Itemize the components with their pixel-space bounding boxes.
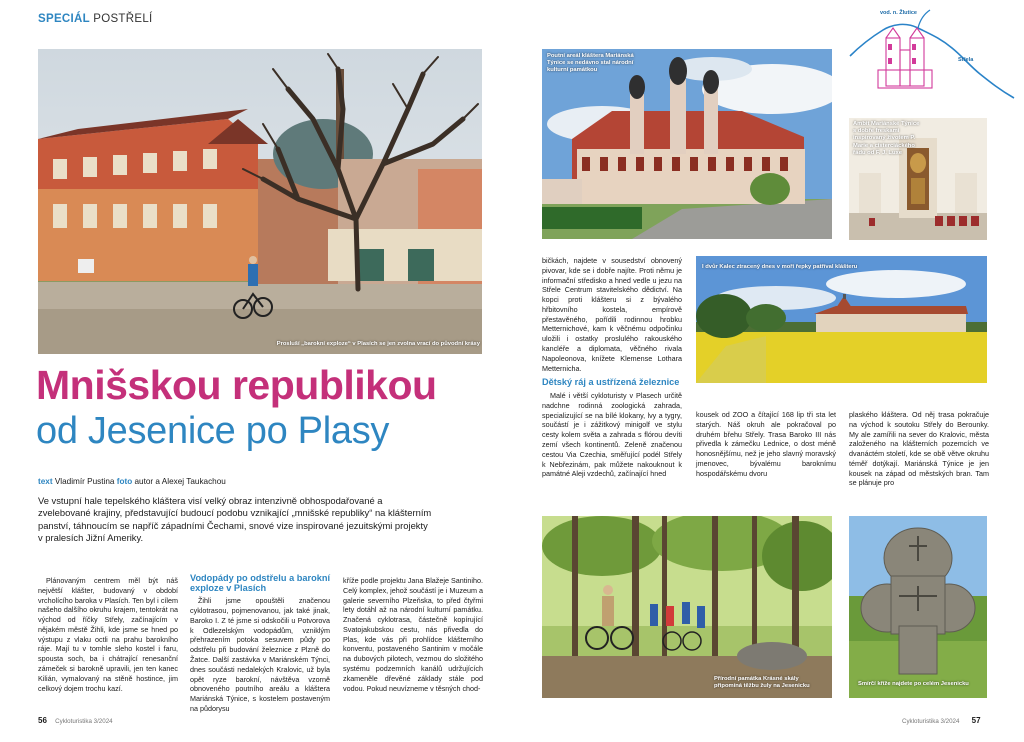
byline-text-label: text [38,477,53,486]
paragraph: Žihli jsme opouštěli značenou cyklotrasou, pojmenovanou, jak také jinak, Baroko I. Z té jsme si odskočili u Potvorova k Odlezelským vodopádům, vzniklým přehrazením potoka sesuvem půdy po odstřelu při budování železnice z Plzně do Žatce. Další zastávka v Mariánském Týnci, dnes součásti nedalekých Kralovic, už byla opět ryze barokní, návštěva vzorně obnoveného poutního areálu a kláštera Mariánská Týnice, s kostelem postaveným na půdorysu [190,596,330,713]
paragraph: kříže podle projektu Jana Blažeje Santiniho. Celý komplex, jehož součástí je i Muzeum a galerie severního Plzeňska, to před čtyřmi lety dotáhl až na národní kulturní památku. Značená cyklotrasa, částečně kopírující Svatojakubskou cestu, nás přivedla do Plas, kde vás při prohlídce klášterního konventu, postaveného Santinim v močále na dubových pilotech, vezmou do složitého systému podzemních kanálů udržujících zkameněle dřevěné základy stále pod vodou. Pokud neuvízneme v těsných chod- [343,576,483,693]
caption-forest: Přírodní památka Krásné skály připomíná těžbu žuly na Jesenicku [714,676,810,690]
body-column-2 [190,572,330,714]
paragraph: Malé i větší cykloturisty v Plasech určitě nadchne rodinná zoologická zahrada, specializující se na bílé klokany, lvy a tygry, součástí je i zážitkový minigolf ve stylu cesty kolem světa a zahrada s flórou devíti zemí všech kontinentů. Zeleně značenou cestou Via Czechia, směřující podél Střely k Nebřezinám, pak můžete nakouknout k památné Aleji vzdechů, začínající hned [542,391,682,479]
page-number-left: 56 [38,716,47,725]
map-label-right: Střela [958,57,974,63]
byline [38,477,226,486]
body-column-6 [849,410,989,488]
paragraph: kousek od ZOO a čítající 168 lip tři sta let starých. Náš okruh ale pokračoval po druhém břehu Střely. Trasa Baroko III nás přivedla k zámečku Lednice, o dost méně honosnějšímu, než je jeho slavný moravský jmenovec, bývalému baroknímu hospodářskému dvoru [696,410,836,478]
photo-forest [542,516,832,698]
photo-kalec [696,256,987,383]
caption-cross: Smírčí kříže najdete po celém Jesenicku [858,681,969,687]
byline-photographers: autor a Alexej Taukachou [134,477,226,486]
subheading: Dětský ráj a ustřízená železnice [542,377,680,388]
body-column-3 [343,576,483,693]
paragraph: bičkách, najdete v sousedství obnovený pivovar, kde se i dobře najíte. Proti němu je informační středisko a hned vedle u jezu na Střele Centrum stavitelského dědictví. Na kopci proti klášteru si z bývalého hřbitovního kostela, empírově přestavěného, pořídili rodinnou hrobku Metternichové, kam k věčnému odpočinku uložili i ostatky proslulého rakouského kancléře a diplomata, věčného rivala Napoleonova, knížete Klemense Lothara Metternicha. [542,256,682,373]
caption-kalec: I dvůr Kalec ztracený dnes v moři řepky patříval klášteru [702,264,858,270]
map-label-top: vod. n. Žlutice [880,10,917,16]
caption-tynice-interior: Ambit Mariánské Týnice s dobře freskami inspirovaný životem P. Marie a cisterciáckého řádu od F. J. Luxe [853,121,920,156]
photo-stone-cross [849,516,987,698]
main-photo-plasy [38,49,482,354]
caption-tynice-exterior: Poutní areál kláštera Mariánská Týnice se nedávno stal národní kulturní památkou [547,53,634,74]
body-column-4 [542,256,682,479]
article-lead: Ve vstupní hale tepelského kláštera visí velký obraz intenzivně obhospodařované a zvelebované krajiny, představující budoucí podobu vznikající „mnišské republiky“ na klášterním panství, táhnoucím se napříč západními Čechami, snové vize inspirované jezuitskými projekty v pralesích Jižní Ameriky. [38,495,432,544]
subheading: Vodopády po odstřelu a barokní exploze v Plasích [190,573,330,593]
photo-tynice-exterior [542,49,832,239]
magazine-issue-left: Cykloturistika 3/2024 [55,718,113,725]
magazine-issue-right: Cykloturistika 3/2024 [902,718,960,725]
section-topic: POSTŘELÍ [93,13,153,25]
main-photo-caption: Prosluší „barokní exploze“ v Plasích se jen zvolna vrací do původní krásy [276,341,480,347]
section-header [38,13,153,25]
byline-author: Vladimír Pustina [54,477,115,486]
footer-right [902,716,981,725]
body-column-5 [696,410,836,478]
byline-foto-label: foto [116,477,133,486]
article-title-line1: Mnišskou republikou [36,362,437,408]
paragraph: Plánovaným centrem měl být náš největší klášter, budovaný v období vrcholícího baroka v Plasích. Ten byl i cílem našeho dalšího okruhu krajem, tentokrát na východ od říčky Střely, začínajícím v nějakém městě Žihli, kde jsme se hned po výstupu z vlaku octli na prahu barokního ráje. Mají tu v tomhle sleho kostel i faru, spousta soch, ba i chátrající renesanční zámeček si barokně upravili, jen ten kanec Kilián, vymalovaný na stěně hostince, jim celkový dojem trochu kazí. [38,576,178,693]
paragraph: plaského kláštera. Od něj trasa pokračuje na východ k soutoku Střely do Berounky. My ale zamířili na sever do Kralovic, města založeného na klášterních pozemcích ve dvanáctém století, kde se obě větve okruhu téměř dotýkají. Mariánská Týnice je jen kousek na západ od městských bran. Tam se plánuje pro [849,410,989,488]
footer-left [38,716,113,725]
body-column-1 [38,576,178,693]
page-number-right: 57 [971,716,981,725]
article-title-line2: od Jesenice po Plasy [36,410,390,452]
route-map [848,8,1016,108]
section-label: SPECIÁL [38,13,90,25]
